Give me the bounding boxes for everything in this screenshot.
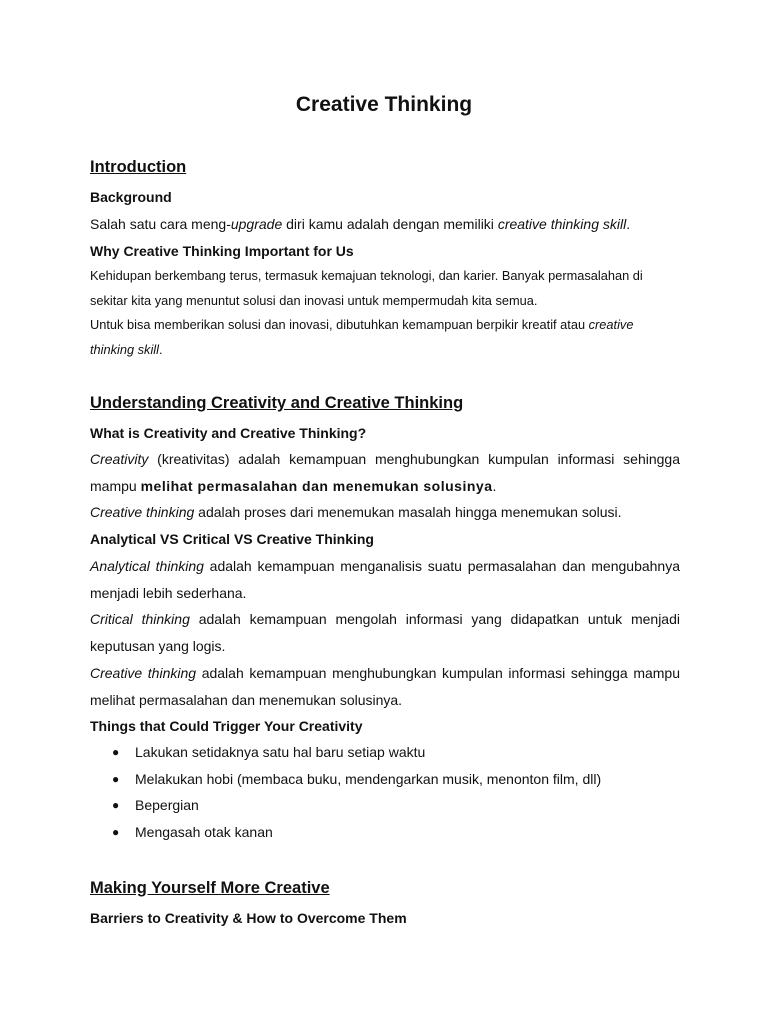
bullet-icon: ●	[112, 745, 120, 759]
subheading-why-important: Why Creative Thinking Important for Us	[90, 243, 354, 259]
list-item: ● Melakukan hobi (membaca buku, mendengarkan musik, menonton film, dll)	[90, 766, 601, 793]
bullet-icon: ●	[112, 771, 120, 786]
bullet-icon: ●	[112, 825, 120, 840]
list-item: ● Bepergian	[90, 792, 601, 819]
subheading-analytical-vs: Analytical VS Critical VS Creative Thinking	[90, 531, 374, 547]
document-title: Creative Thinking	[295, 93, 473, 116]
subheading-what-is: What is Creativity and Creative Thinking?	[90, 425, 367, 441]
analytical-definition: Analytical thinking adalah kemampuan menganalisis suatu permasalahan dan mengubahnya menjadi lebih sederhana.	[90, 558, 680, 601]
creativity-definition: Creativity (kreativitas) adalah kemampuan menghubungkan kumpulan informasi sehingga mampu melihat permasalahan dan menemukan solusinya.	[90, 451, 680, 494]
section-heading-making-creative: Making Yourself More Creative	[90, 879, 330, 897]
list-item: ● Lakukan setidaknya satu hal baru setiap waktu	[90, 739, 601, 766]
subheading-barriers: Barriers to Creativity & How to Overcome Them	[90, 910, 407, 926]
creative-thinking-definition: Creative thinking adalah proses dari menemukan masalah hingga menemukan solusi.	[90, 504, 622, 520]
creative-definition: Creative thinking adalah kemampuan menghubungkan kumpulan informasi sehingga mampu melihat permasalahan dan menemukan solusinya.	[90, 665, 681, 708]
section-heading-introduction: Introduction	[90, 158, 187, 176]
why-paragraph-2: Untuk bisa memberikan solusi dan inovasi, dibutuhkan kemampuan berpikir kreatif atau creative thinking skill.	[90, 317, 634, 357]
subheading-background: Background	[90, 189, 172, 205]
why-paragraph-1: Kehidupan berkembang terus, termasuk kemajuan teknologi, dan karier. Banyak permasalahan di sekitar kita yang menuntut solusi dan inovasi untuk mempermudah kita semua.	[90, 268, 643, 308]
subheading-triggers: Things that Could Trigger Your Creativity	[90, 718, 363, 734]
trigger-list	[90, 739, 601, 846]
section-heading-understanding: Understanding Creativity and Creative Thinking	[90, 394, 464, 412]
background-paragraph: Salah satu cara meng-upgrade diri kamu adalah dengan memiliki creative thinking skill.	[90, 216, 631, 232]
list-item: ● Mengasah otak kanan	[90, 819, 601, 846]
bullet-icon: ●	[112, 798, 120, 813]
critical-definition: Critical thinking adalah kemampuan mengolah informasi yang didapatkan untuk menjadi keputusan yang logis.	[90, 611, 680, 654]
